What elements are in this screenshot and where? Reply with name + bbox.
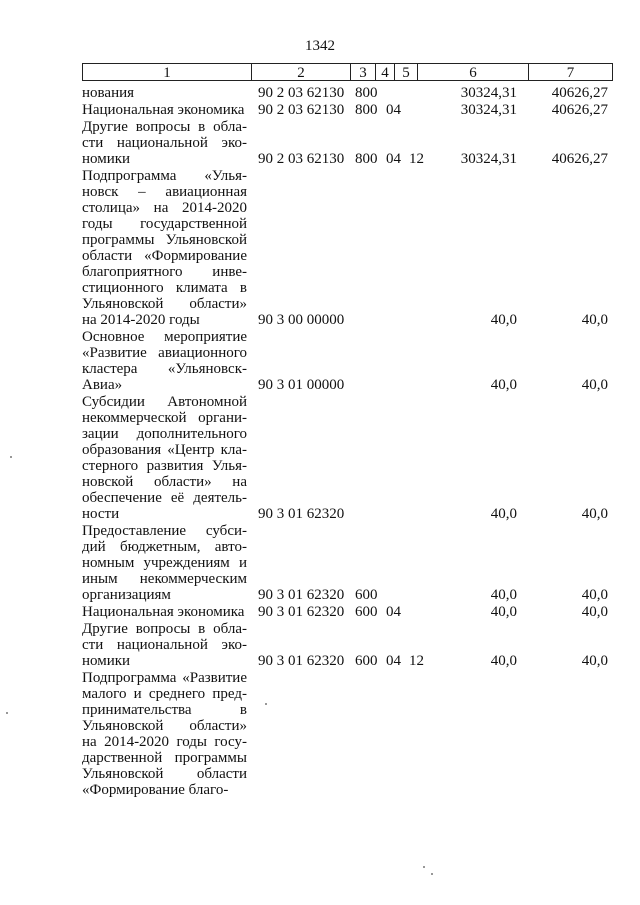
section: 04 xyxy=(386,102,401,118)
row-description-line: на 2014-2020 годы xyxy=(82,312,200,328)
row-description-line: дий бюджетным, авто- xyxy=(82,539,247,555)
section xyxy=(386,506,406,522)
row-description-line: образования «Центр кла- xyxy=(82,442,247,458)
scan-speck xyxy=(6,712,8,714)
row-description-line: Национальная экономика xyxy=(82,102,245,118)
subsection: 12 xyxy=(409,151,424,167)
row-description-line: Подпрограмма «Улья- xyxy=(82,168,247,184)
row-description-line: Ульяновской области» xyxy=(82,718,247,734)
kbk-code: 90 3 01 62320 xyxy=(258,653,345,669)
expense-type: 600 xyxy=(355,653,378,669)
row-description-line: Национальная экономика xyxy=(82,604,245,620)
amount-col6: 30324,31 xyxy=(460,102,517,118)
column-header-6: 6 xyxy=(417,63,529,81)
column-header-3: 3 xyxy=(350,63,376,81)
row-description-line: Предоставление субси- xyxy=(82,523,247,539)
amount-col7: 40,0 xyxy=(581,506,608,522)
column-header-2: 2 xyxy=(251,63,351,81)
section xyxy=(386,587,406,603)
row-description-line: Основное мероприятие xyxy=(82,329,247,345)
row-description-line: иным некоммерческим xyxy=(82,571,247,587)
row-description-line: столица» на 2014-2020 xyxy=(82,200,247,216)
expense-type: 800 xyxy=(355,151,378,167)
row-description-line: области «Формирование xyxy=(82,248,247,264)
amount-col7: 40,0 xyxy=(581,604,608,620)
row-description-line: Субсидии Автономной xyxy=(82,394,247,410)
row-description-line: «Развитие авиационного xyxy=(82,345,247,361)
section xyxy=(386,312,406,328)
kbk-code: 90 3 00 00000 xyxy=(258,312,345,328)
kbk-code: 90 3 01 62320 xyxy=(258,604,345,620)
row-description-line: ности xyxy=(82,506,120,522)
amount-col6: 40,0 xyxy=(490,506,517,522)
row-description-line: программы Ульяновской xyxy=(82,232,247,248)
row-description-line: новск – авиационная xyxy=(82,184,247,200)
row-description-line: Подпрограмма «Развитие xyxy=(82,670,247,686)
expense-type: 800 xyxy=(355,85,378,101)
row-description-line: Другие вопросы в обла- xyxy=(82,119,247,135)
row-description-line: малого и среднего пред- xyxy=(82,686,247,702)
row-description-line: сти национальной эко- xyxy=(82,135,247,151)
scan-speck xyxy=(423,866,425,868)
row-description-line: Ульяновской области xyxy=(82,766,247,782)
amount-col7: 40,0 xyxy=(581,312,608,328)
row-description-line: Авиа» xyxy=(82,377,123,393)
amount-col7: 40,0 xyxy=(581,587,608,603)
row-description-line: «Формирование благо- xyxy=(82,782,229,798)
row-description-line: благоприятного инве- xyxy=(82,264,247,280)
amount-col6: 40,0 xyxy=(490,653,517,669)
row-description-line: стерного развития Улья- xyxy=(82,458,247,474)
row-description-line: некоммерческой органи- xyxy=(82,410,247,426)
row-description-line: Другие вопросы в обла- xyxy=(82,621,247,637)
kbk-code xyxy=(258,782,354,798)
expense-type: 600 xyxy=(355,587,378,603)
column-header-1: 1 xyxy=(82,63,252,81)
row-description-line: дарственной программы xyxy=(82,750,247,766)
kbk-code: 90 2 03 62130 xyxy=(258,85,345,101)
subsection: 12 xyxy=(409,653,424,669)
row-description-line: принимательства в xyxy=(82,702,247,718)
scan-speck xyxy=(10,456,12,458)
amount-col7: 40626,27 xyxy=(551,151,608,167)
section: 04 xyxy=(386,151,401,167)
row-description-line: организациям xyxy=(82,587,171,603)
section: 04 xyxy=(386,604,401,620)
row-description-line: номики xyxy=(82,653,131,669)
row-description-line: кластера «Ульяновск- xyxy=(82,361,247,377)
row-description-line: номики xyxy=(82,151,131,167)
amount-col6: 30324,31 xyxy=(460,85,517,101)
kbk-code: 90 3 01 00000 xyxy=(258,377,345,393)
amount-col6: 40,0 xyxy=(490,587,517,603)
amount-col7: 40626,27 xyxy=(551,102,608,118)
section xyxy=(386,377,406,393)
amount-col7: 40,0 xyxy=(581,653,608,669)
scan-speck xyxy=(431,873,433,875)
row-description-line: Ульяновской области» xyxy=(82,296,247,312)
row-description-line: сти национальной эко- xyxy=(82,637,247,653)
column-header-4: 4 xyxy=(375,63,395,81)
row-description-line: зации дополнительного xyxy=(82,426,247,442)
kbk-code: 90 3 01 62320 xyxy=(258,506,345,522)
row-description-line: номным учреждениям и xyxy=(82,555,247,571)
scan-speck xyxy=(265,703,267,705)
row-description-line: на 2014-2020 годы госу- xyxy=(82,734,247,750)
amount-col6: 40,0 xyxy=(490,377,517,393)
amount-col6: 30324,31 xyxy=(460,151,517,167)
row-description-line: нования xyxy=(82,85,135,101)
section xyxy=(386,85,406,101)
kbk-code: 90 2 03 62130 xyxy=(258,102,345,118)
column-header-5: 5 xyxy=(394,63,418,81)
amount-col7: 40,0 xyxy=(581,377,608,393)
row-description-line: годы государственной xyxy=(82,216,247,232)
amount-col6: 40,0 xyxy=(490,312,517,328)
expense-type xyxy=(355,377,385,393)
section xyxy=(386,782,406,798)
amount-col6 xyxy=(420,782,517,798)
amount-col7 xyxy=(520,782,608,798)
expense-type xyxy=(355,506,385,522)
amount-col7: 40626,27 xyxy=(551,85,608,101)
row-description-line: обеспечение её деятель- xyxy=(82,490,247,506)
row-description-line: стиционного климата в xyxy=(82,280,247,296)
page-number: 1342 xyxy=(305,38,335,54)
expense-type: 600 xyxy=(355,604,378,620)
expense-type xyxy=(355,312,385,328)
kbk-code: 90 2 03 62130 xyxy=(258,151,345,167)
amount-col6: 40,0 xyxy=(490,604,517,620)
expense-type xyxy=(355,782,385,798)
column-header-7: 7 xyxy=(528,63,613,81)
expense-type: 800 xyxy=(355,102,378,118)
section: 04 xyxy=(386,653,401,669)
row-description-line: новской области» на xyxy=(82,474,247,490)
kbk-code: 90 3 01 62320 xyxy=(258,587,345,603)
